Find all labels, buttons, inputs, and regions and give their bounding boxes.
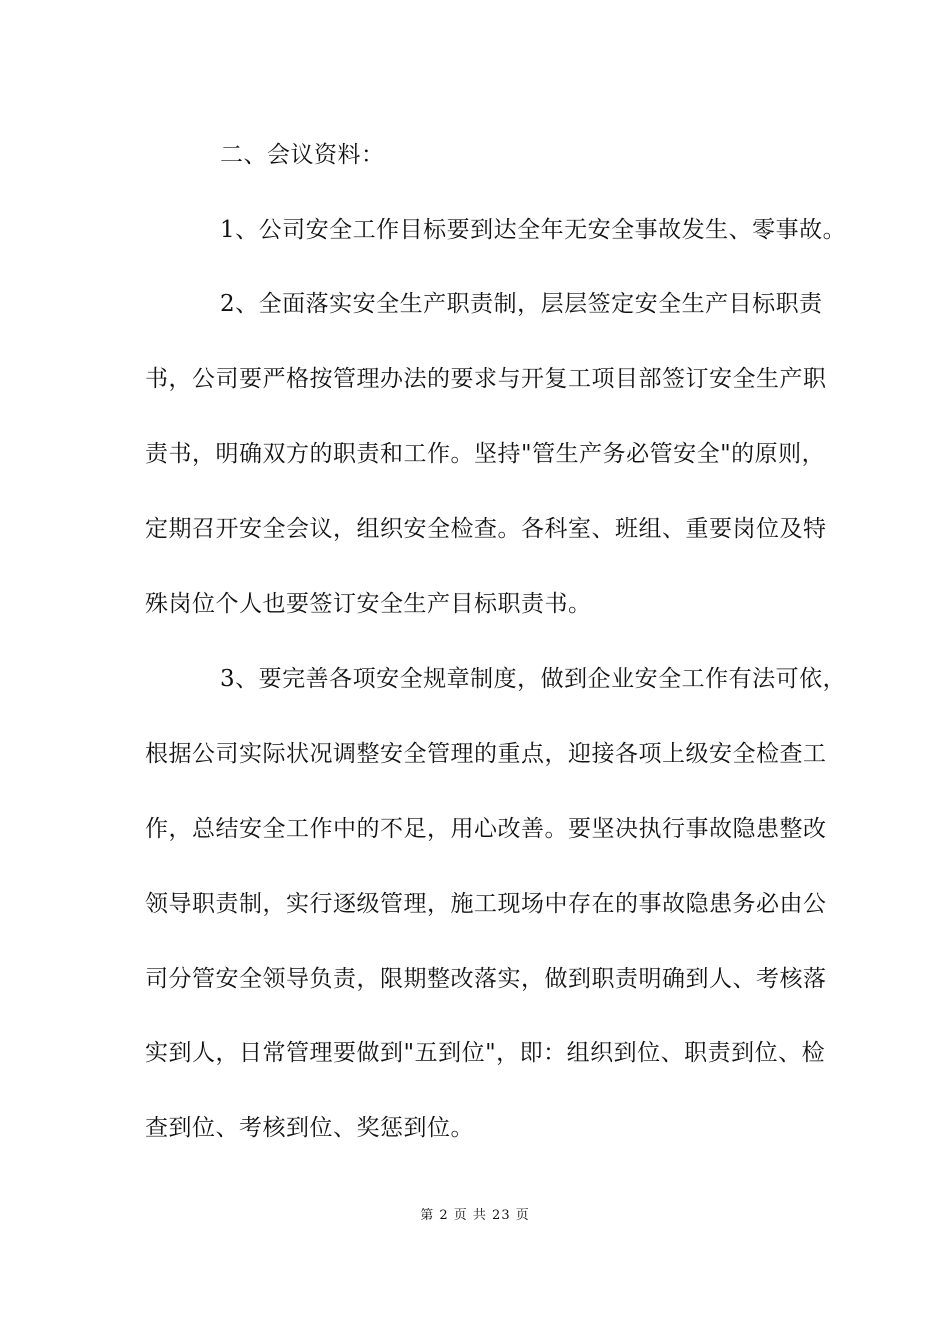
paragraph-item-2-line-3: 责书，明确双方的职责和工作。坚持"管生产务必管安全"的原则， <box>145 441 826 467</box>
paragraph-item-2-line-4: 定期召开安全会议，组织安全检查。各科室、班组、重要岗位及特 <box>145 516 827 542</box>
paragraph-item-3-line-1: 3、要完善各项安全规章制度，做到企业安全工作有法可依， <box>220 666 847 692</box>
page-number-footer: 第 2 页 共 23 页 <box>420 1208 530 1223</box>
paragraph-item-3-line-7: 查到位、考核到位、奖惩到位。 <box>145 1115 474 1141</box>
paragraph-item-2-line-5: 殊岗位个人也要签订安全生产目标职责书。 <box>145 591 592 617</box>
paragraph-item-3-line-5: 司分管安全领导负责，限期整改落实，做到职责明确到人、考核落 <box>145 966 827 992</box>
paragraph-item-2-line-2: 书，公司要严格按管理办法的要求与开复工项目部签订安全生产职 <box>145 366 827 392</box>
paragraph-item-3-line-4: 领导职责制，实行逐级管理，施工现场中存在的事故隐患务必由公 <box>145 891 827 917</box>
paragraph-item-3-line-2: 根据公司实际状况调整安全管理的重点，迎接各项上级安全检查工 <box>145 741 827 767</box>
paragraph-item-2-line-1: 2、全面落实安全生产职责制，层层签定安全生产目标职责 <box>220 291 823 317</box>
paragraph-item-3-line-6: 实到人，日常管理要做到"五到位"，即：组织到位、职责到位、检 <box>145 1040 826 1066</box>
section-heading: 二、会议资料： <box>220 142 385 168</box>
paragraph-item-3-line-3: 作，总结安全工作中的不足，用心改善。要坚决执行事故隐患整改 <box>145 816 827 842</box>
paragraph-item-1: 1、公司安全工作目标要到达全年无安全事故发生、零事故。 <box>220 217 847 243</box>
